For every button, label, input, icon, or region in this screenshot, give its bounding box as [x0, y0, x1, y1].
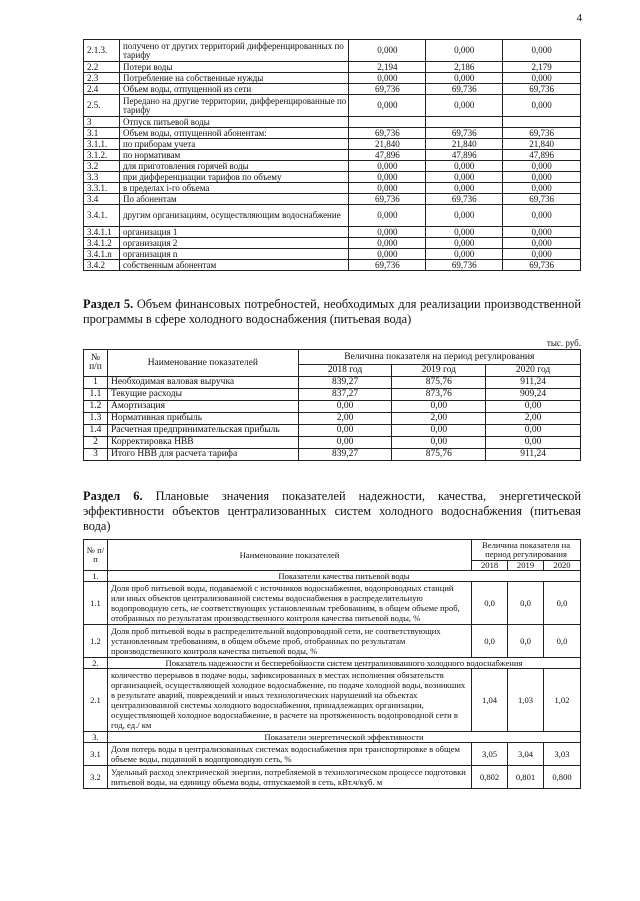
row-code: 3.1.1.	[84, 139, 120, 150]
col-num-header: № п/п	[84, 350, 108, 377]
table-row	[84, 669, 581, 732]
row-value: 47,896	[349, 150, 426, 161]
table-row	[84, 582, 581, 625]
row-value: 0,0	[508, 625, 544, 658]
row-code: 1.1	[84, 389, 108, 401]
row-name: Итого НВВ для расчета тарифа	[107, 449, 298, 461]
row-value: 47,896	[503, 150, 581, 161]
row-value: 0,00	[298, 437, 392, 449]
year-header: 2018 год	[298, 365, 392, 377]
row-name: Доля проб питьевой воды, подаваемой с источников водоснабжения, водопроводных станций или иных объектов централизованной системы водоснабжения в распределительную водопроводную сеть, не соответствующих установленным требованиям, в общем объеме проб, отобранных по результатам производственного контроля качества питьевой воды, %	[107, 582, 471, 625]
row-name: Потребление на собственные нужды	[119, 73, 349, 84]
row-value: 47,896	[426, 150, 503, 161]
row-name: Доля проб питьевой воды в распределительной водопроводной сети, не соответствующих установленным требованиям, в общем объеме проб, отобранных по результатам производственного контроля качества питьевой воды, %	[107, 625, 471, 658]
row-value	[349, 117, 426, 128]
row-code: 2.2	[84, 62, 120, 73]
row-value: 0,0	[544, 625, 581, 658]
row-value: 0,000	[426, 95, 503, 117]
row-value: 3,05	[472, 743, 508, 766]
row-code: 3.4.1.2	[84, 238, 120, 249]
row-value: 2,186	[426, 62, 503, 73]
row-value: 0,000	[503, 40, 581, 62]
row-value: 0,802	[472, 766, 508, 789]
row-value: 0,0	[544, 582, 581, 625]
row-name: По абонентам	[119, 194, 349, 205]
table-row	[84, 377, 581, 389]
row-code: 3.4.1.n	[84, 249, 120, 260]
year-header: 2020	[544, 561, 581, 571]
row-name: Потери воды	[119, 62, 349, 73]
row-value: 0,800	[544, 766, 581, 789]
row-code: 1.4	[84, 425, 108, 437]
row-name: организация 1	[119, 227, 349, 238]
row-name: Необходимая валовая выручка	[107, 377, 298, 389]
row-name: Удельный расход электрической энергии, потребляемой в технологическом процессе подготовки питьевой воды, на единицу объема воды, отпускаемой в сеть, кВт.ч/куб. м	[107, 766, 471, 789]
row-code: 2.	[84, 658, 108, 669]
row-name: Доля потерь воды в централизованных системах водоснабжения при транспортировке в общем объеме воды, поданной в водопроводную сеть, %	[107, 743, 471, 766]
row-value: 0,000	[426, 227, 503, 238]
row-value: 1,03	[508, 669, 544, 732]
row-value: 0,0	[508, 582, 544, 625]
row-code: 1.1	[84, 582, 108, 625]
table-row	[84, 401, 581, 413]
row-code: 1	[84, 377, 108, 389]
row-value: 0,801	[508, 766, 544, 789]
row-name: Расчетная предпринимательская прибыль	[107, 425, 298, 437]
row-name: Отпуск питьевой воды	[119, 117, 349, 128]
table-row	[84, 161, 581, 172]
row-value: 69,736	[503, 84, 581, 95]
row-value: 0,000	[349, 95, 426, 117]
row-value: 0,000	[426, 249, 503, 260]
row-code: 3.4.1.1	[84, 227, 120, 238]
water-balance-table	[83, 39, 581, 271]
row-code: 1.2	[84, 401, 108, 413]
row-value: 911,24	[486, 377, 581, 389]
row-value: 0,00	[298, 401, 392, 413]
page-number: 4	[576, 12, 582, 24]
row-value: 0,000	[503, 227, 581, 238]
section-5-label: Раздел 5.	[83, 297, 134, 311]
row-value: 21,840	[426, 139, 503, 150]
row-name: Объем воды, отпущенной абонентам:	[119, 128, 349, 139]
row-value: 3,03	[544, 743, 581, 766]
section-title: Показатели энергетической эффективности	[107, 732, 580, 743]
year-header: 2018	[472, 561, 508, 571]
table-row	[84, 183, 581, 194]
row-value: 0,000	[503, 95, 581, 117]
row-name: собственным абонентам	[119, 260, 349, 271]
row-value: 0,000	[503, 161, 581, 172]
table-row	[84, 625, 581, 658]
row-value: 0,000	[349, 73, 426, 84]
table-row	[84, 95, 581, 117]
row-value: 0,00	[486, 401, 581, 413]
row-value: 0,000	[349, 249, 426, 260]
row-value: 21,840	[503, 139, 581, 150]
table-row	[84, 449, 581, 461]
row-code: 2.4	[84, 84, 120, 95]
row-name: Амортизация	[107, 401, 298, 413]
table-row	[84, 150, 581, 161]
row-value: 0,000	[349, 183, 426, 194]
row-value: 0,000	[426, 161, 503, 172]
row-value: 69,736	[426, 128, 503, 139]
row-value: 875,76	[392, 449, 486, 461]
row-value: 0,00	[486, 437, 581, 449]
section-title: Показатели качества питьевой воды	[107, 571, 580, 582]
row-value: 2,179	[503, 62, 581, 73]
year-header: 2020 год	[486, 365, 581, 377]
row-value: 0,000	[349, 40, 426, 62]
table-row	[84, 194, 581, 205]
col-period-header: Величина показателя на период регулирования	[298, 350, 580, 365]
row-code: 3	[84, 117, 120, 128]
row-value: 837,27	[298, 389, 392, 401]
row-value: 69,736	[349, 84, 426, 95]
row-value: 21,840	[349, 139, 426, 150]
row-value: 0,000	[503, 73, 581, 84]
row-value: 69,736	[426, 84, 503, 95]
row-value: 0,000	[349, 161, 426, 172]
table-row	[84, 73, 581, 84]
row-code: 3.2	[84, 161, 120, 172]
row-code: 3	[84, 449, 108, 461]
row-value: 0,000	[349, 205, 426, 227]
financial-needs-table	[83, 349, 581, 461]
table-row	[84, 227, 581, 238]
row-value: 875,76	[392, 377, 486, 389]
row-code: 3.1	[84, 128, 120, 139]
section-5-heading	[83, 297, 581, 327]
row-value: 0,000	[426, 183, 503, 194]
table-row	[84, 84, 581, 95]
table-row	[84, 139, 581, 150]
section-row	[84, 658, 581, 669]
row-code: 3.	[84, 732, 108, 743]
table-row	[84, 40, 581, 62]
row-value: 69,736	[349, 194, 426, 205]
row-code: 3.4.1.	[84, 205, 120, 227]
row-name: Текущие расходы	[107, 389, 298, 401]
row-name: по приборам учета	[119, 139, 349, 150]
row-code: 1.2	[84, 625, 108, 658]
row-value	[426, 117, 503, 128]
row-value: 0,000	[426, 40, 503, 62]
row-name: количество перерывов в подаче воды, зафиксированных в местах исполнения обязательств организацией, осуществляющей холодное водоснабжение, по подаче холодной воды, возникших в результате аварий, повреждений и иных технологических нарушений на объектах централизованной системы холодного водоснабжения, принадлежащих организации, осуществляющей холодное водоснабжение, в расчете на протяженность водопроводной сети в год, ед./ км	[107, 669, 471, 732]
table-row	[84, 413, 581, 425]
row-code: 1.	[84, 571, 108, 582]
row-value: 839,27	[298, 449, 392, 461]
row-code: 2.5.	[84, 95, 120, 117]
reliability-indicators-table	[83, 539, 581, 789]
row-code: 3.1	[84, 743, 108, 766]
year-header: 2019 год	[392, 365, 486, 377]
row-code: 2	[84, 437, 108, 449]
table-row	[84, 205, 581, 227]
row-value: 911,24	[486, 449, 581, 461]
row-code: 3.4	[84, 194, 120, 205]
row-value: 0,000	[503, 238, 581, 249]
unit-label: тыс. руб.	[546, 338, 581, 348]
table-row	[84, 249, 581, 260]
row-name: по нормативам	[119, 150, 349, 161]
table-row	[84, 425, 581, 437]
col-name-header: Наименование показателей	[107, 540, 471, 571]
table-row	[84, 62, 581, 73]
section-6-heading	[83, 489, 581, 534]
row-name: Нормативная прибыль	[107, 413, 298, 425]
table-row	[84, 172, 581, 183]
row-name: организация n	[119, 249, 349, 260]
row-value: 0,000	[349, 227, 426, 238]
row-value: 0,0	[472, 625, 508, 658]
section-row	[84, 732, 581, 743]
table-row	[84, 128, 581, 139]
table-row	[84, 766, 581, 789]
row-value: 839,27	[298, 377, 392, 389]
row-name: другим организациям, осуществляющим водоснабжение	[119, 205, 349, 227]
col-name-header: Наименование показателей	[107, 350, 298, 377]
row-value: 873,76	[392, 389, 486, 401]
row-name: организация 2	[119, 238, 349, 249]
table-row	[84, 117, 581, 128]
row-code: 3.2	[84, 766, 108, 789]
section-title: Показатель надежности и бесперебойности систем централизованного холодного водоснабжения	[107, 658, 580, 669]
row-value: 0,000	[503, 205, 581, 227]
col-num-header: № п/п	[84, 540, 108, 571]
row-value: 69,736	[349, 128, 426, 139]
row-name: при дифференциации тарифов по объему	[119, 172, 349, 183]
year-header: 2019	[508, 561, 544, 571]
row-value: 0,000	[349, 238, 426, 249]
row-value: 69,736	[426, 260, 503, 271]
row-value: 0,000	[503, 249, 581, 260]
row-value: 69,736	[503, 194, 581, 205]
row-value: 0,000	[426, 73, 503, 84]
row-value: 2,194	[349, 62, 426, 73]
table-row	[84, 743, 581, 766]
row-value: 0,000	[503, 172, 581, 183]
row-value: 0,0	[472, 582, 508, 625]
row-name: Корректировка НВВ	[107, 437, 298, 449]
row-code: 2.3	[84, 73, 120, 84]
row-value: 1,04	[472, 669, 508, 732]
row-code: 3.3	[84, 172, 120, 183]
row-name: Объем воды, отпущенной из сети	[119, 84, 349, 95]
row-value: 0,00	[298, 425, 392, 437]
section-row	[84, 571, 581, 582]
row-value: 69,736	[426, 194, 503, 205]
row-value: 1,02	[544, 669, 581, 732]
row-value: 2,00	[392, 413, 486, 425]
row-value: 69,736	[349, 260, 426, 271]
table-row	[84, 260, 581, 271]
row-value: 0,000	[503, 183, 581, 194]
row-code: 2.1	[84, 669, 108, 732]
row-value: 0,00	[392, 401, 486, 413]
row-value: 0,00	[392, 437, 486, 449]
row-value: 0,000	[349, 172, 426, 183]
row-code: 1.3	[84, 413, 108, 425]
row-value	[503, 117, 581, 128]
row-name: получено от других территорий дифференцированных по тарифу	[119, 40, 349, 62]
col-period-header: Величина показателя на период регулирования	[472, 540, 581, 561]
row-name: в пределах i-го объема	[119, 183, 349, 194]
row-name: для приготовления горячей воды	[119, 161, 349, 172]
table-row	[84, 437, 581, 449]
row-code: 3.1.2.	[84, 150, 120, 161]
row-value: 2,00	[298, 413, 392, 425]
row-value: 69,736	[503, 128, 581, 139]
row-value: 0,00	[392, 425, 486, 437]
row-name: Передано на другие территории, дифференцированные по тарифу	[119, 95, 349, 117]
row-code: 3.3.1.	[84, 183, 120, 194]
row-value: 0,000	[426, 238, 503, 249]
table-row	[84, 389, 581, 401]
row-value: 0,00	[486, 425, 581, 437]
section-5-title: Объем финансовых потребностей, необходимых для реализации производственной программы в сфере холодного водоснабжения (питьевая вода)	[83, 297, 581, 326]
row-value: 0,000	[426, 205, 503, 227]
row-value: 2,00	[486, 413, 581, 425]
row-value: 3,04	[508, 743, 544, 766]
row-value: 69,736	[503, 260, 581, 271]
row-value: 909,24	[486, 389, 581, 401]
row-value: 0,000	[426, 172, 503, 183]
section-6-title: Плановые значения показателей надежности, качества, энергетической эффективности объектов централизованных систем холодного водоснабжения (питьевая вода)	[83, 489, 581, 533]
table-row	[84, 238, 581, 249]
row-code: 3.4.2	[84, 260, 120, 271]
row-code: 2.1.3.	[84, 40, 120, 62]
section-6-label: Раздел 6.	[83, 489, 143, 503]
